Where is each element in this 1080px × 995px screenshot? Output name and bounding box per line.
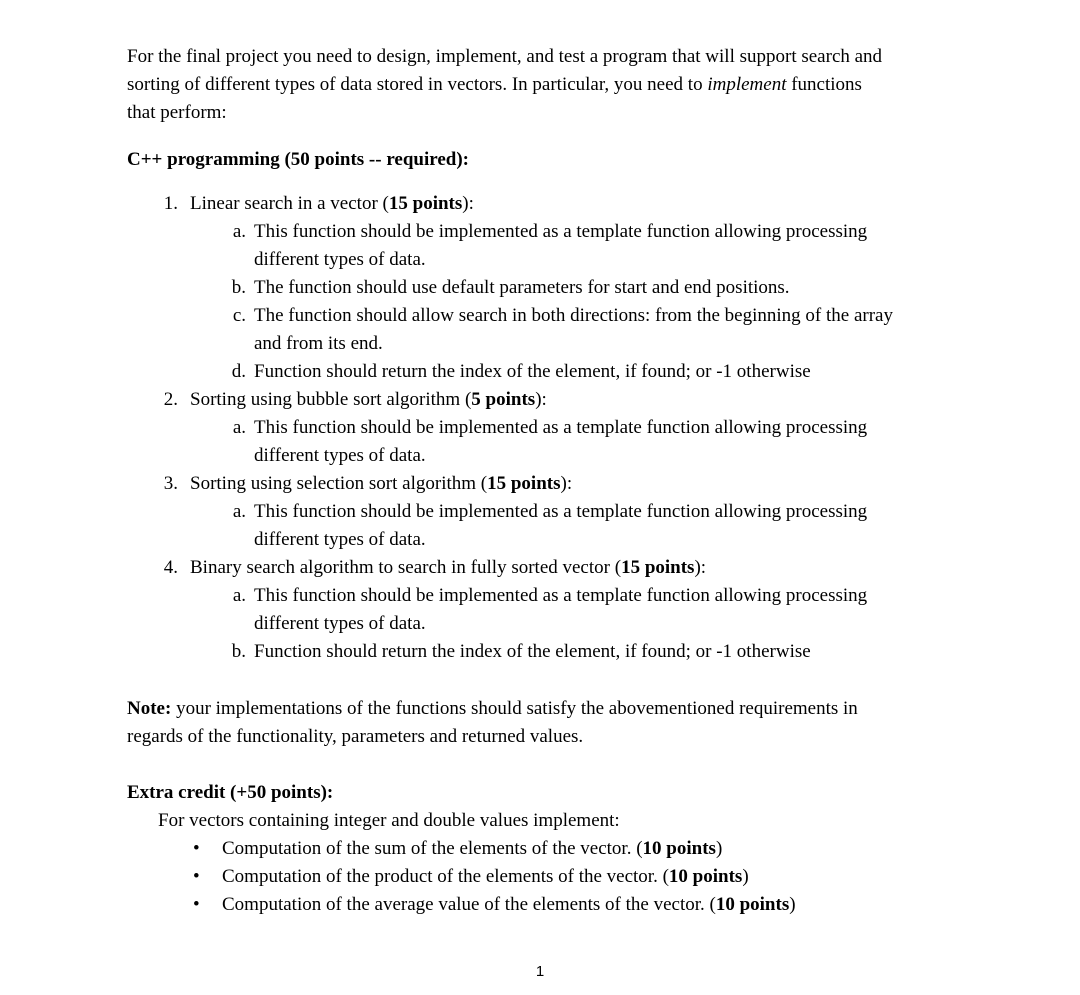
intro-line-3: that perform: bbox=[127, 102, 227, 123]
sub-letter: c. bbox=[232, 305, 246, 326]
item-title: Sorting using selection sort algorithm (15 points): bbox=[190, 473, 573, 494]
note-label: Note: bbox=[127, 698, 172, 719]
sub-letter: a. bbox=[232, 585, 246, 606]
sub-item-text: This function should be implemented as a template function allowing processing bbox=[254, 585, 868, 606]
sub-item-text: This function should be implemented as a template function allowing processing bbox=[254, 417, 868, 438]
sub-letter: d. bbox=[231, 361, 246, 382]
intro-line-2-end: functions bbox=[786, 74, 862, 95]
bullet-icon: • bbox=[193, 838, 200, 859]
sub-item-text: different types of data. bbox=[254, 249, 426, 270]
sub-letter: a. bbox=[232, 501, 246, 522]
note-line-1: Note: your implementations of the functions should satisfy the abovementioned requirements in bbox=[127, 698, 858, 719]
sub-item-text: Function should return the index of the element, if found; or -1 otherwise bbox=[254, 641, 811, 662]
bullet-icon: • bbox=[193, 866, 200, 887]
item-number: 2. bbox=[163, 389, 178, 410]
item-number: 3. bbox=[163, 473, 178, 494]
cpp-heading: C++ programming (50 points -- required): bbox=[127, 149, 470, 170]
item-number: 4. bbox=[163, 557, 178, 578]
sub-item-text: different types of data. bbox=[254, 613, 426, 634]
sub-letter: a. bbox=[232, 221, 246, 242]
intro-emphasis: implement bbox=[707, 74, 787, 95]
bullet-text: Computation of the average value of the elements of the vector. (10 points) bbox=[222, 894, 796, 915]
sub-item-text: Function should return the index of the element, if found; or -1 otherwise bbox=[254, 361, 811, 382]
item-title: Sorting using bubble sort algorithm (5 points): bbox=[190, 389, 547, 410]
bullet-text: Computation of the sum of the elements of the vector. (10 points) bbox=[222, 838, 723, 859]
sub-item-text: The function should use default parameters for start and end positions. bbox=[254, 277, 790, 298]
sub-item-text: The function should allow search in both directions: from the beginning of the array bbox=[254, 305, 893, 326]
intro-line-2 bbox=[127, 71, 862, 99]
intro-line-2-start: sorting of different types of data stored in vectors. In particular, you need to bbox=[127, 74, 708, 95]
extra-credit-heading: Extra credit (+50 points): bbox=[127, 782, 334, 803]
item-title: Binary search algorithm to search in fully sorted vector (15 points): bbox=[190, 557, 707, 578]
bullet-icon: • bbox=[193, 894, 200, 915]
sub-letter: a. bbox=[232, 417, 246, 438]
item-number: 1. bbox=[163, 193, 178, 214]
sub-item-text: This function should be implemented as a template function allowing processing bbox=[254, 221, 868, 242]
note-line-2: regards of the functionality, parameters and returned values. bbox=[127, 726, 584, 747]
sub-item-text: This function should be implemented as a template function allowing processing bbox=[254, 501, 868, 522]
intro-line-1: For the final project you need to design, implement, and test a program that will support search and bbox=[127, 46, 883, 67]
sub-item-text: different types of data. bbox=[254, 529, 426, 550]
page-number: 1 bbox=[535, 963, 545, 980]
bullet-text: Computation of the product of the elements of the vector. (10 points) bbox=[222, 866, 749, 887]
sub-letter: b. bbox=[231, 277, 246, 298]
sub-item-text: different types of data. bbox=[254, 445, 426, 466]
item-title: Linear search in a vector (15 points): bbox=[190, 193, 474, 214]
extra-credit-intro: For vectors containing integer and double values implement: bbox=[158, 810, 620, 831]
sub-item-text: and from its end. bbox=[254, 333, 383, 354]
sub-letter: b. bbox=[231, 641, 246, 662]
